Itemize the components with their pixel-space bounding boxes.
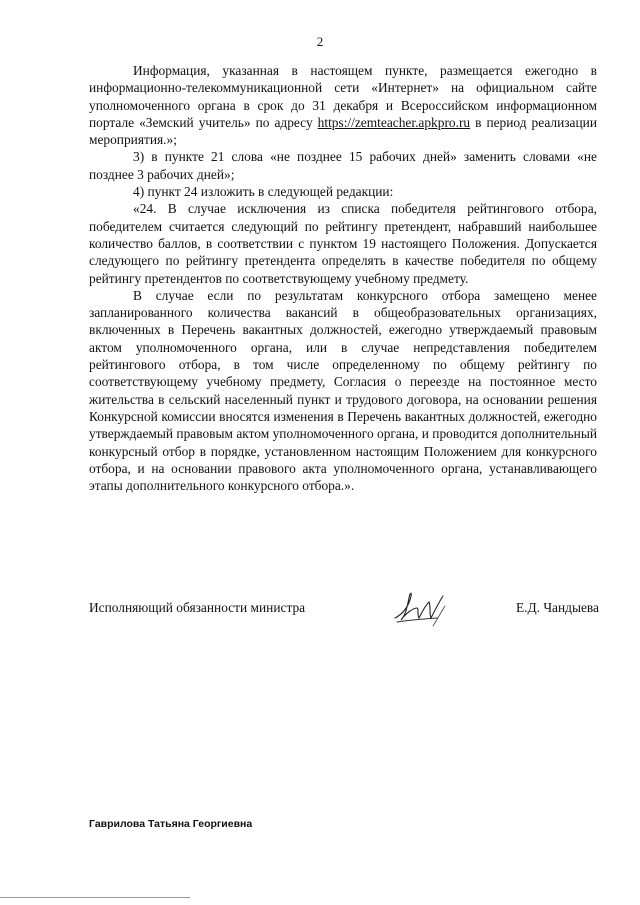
paragraph-item-3: 3) в пункте 21 слова «не позднее 15 рабочих дней» заменить словами «не позднее 3 рабочих дней»;	[89, 149, 597, 182]
paragraph-item-4: 4) пункт 24 изложить в следующей редакции:	[133, 184, 394, 200]
signer-title: Исполняющий обязанности министра	[89, 600, 306, 615]
paragraph-info	[89, 62, 597, 148]
info-text-part-1: Информация, указанная в настоящем пункте, размещается ежегодно в информационно-телекоммуникационной сети «Интернет» на официальном сайте уполномоченного органа в срок до 31 декабря и Всероссийском информационном портале «Земский учитель» по адресу	[89, 63, 597, 130]
signer-name: Е.Д. Чандыева	[515, 600, 599, 615]
signature-block	[89, 600, 599, 630]
page-number: 2	[316, 34, 324, 49]
paragraph-clause-24-continued: В случае если по результатам конкурсного отбора замещено менее запланированного количества вакансий в общеобразовательных организациях, включенных в Перечень вакантных должностей, ежегодно утверждаемый правовым актом уполномоченного органа, или в случае непредставления победителем рейтингового отбора, в том числе определенному по общему рейтингу по соответствующему учебному предмету, Согласия о переезде на постоянное место жительства в сельский населенный пункт и трудового договора, на основании решения Конкурсной комиссии вносятся изменения в Перечень вакантных должностей, ежегодно утверждаемый правовым актом уполномоченного органа, и проводится дополнительный конкурсный отбор в порядке, установленном настоящим Положением для конкурсного отбора, и на основании правового акта уполномоченного органа, устанавливающего этапы дополнительного конкурсного отбора.».	[89, 287, 597, 494]
document-body	[89, 62, 597, 494]
executor-name: Гаврилова Татьяна Георгиевна	[89, 818, 253, 830]
handwritten-signature	[389, 588, 453, 628]
footer-divider	[0, 897, 190, 898]
zemteacher-link[interactable]: https://zemteacher.apkpro.ru	[317, 114, 471, 130]
paragraph-clause-24: «24. В случае исключения из списка победителя рейтингового отбора, победителем считается следующий по рейтингу претендент, набравший наибольшее количество баллов, в соответствии с пунктом 19 настоящего Положения. Допускается следующего по рейтингу претендента определять в качестве победителя по общему рейтингу претендентов по соответствующему учебному предмету.	[89, 201, 597, 286]
info-text-part-2: в период реализации мероприятия.»;	[89, 114, 597, 148]
